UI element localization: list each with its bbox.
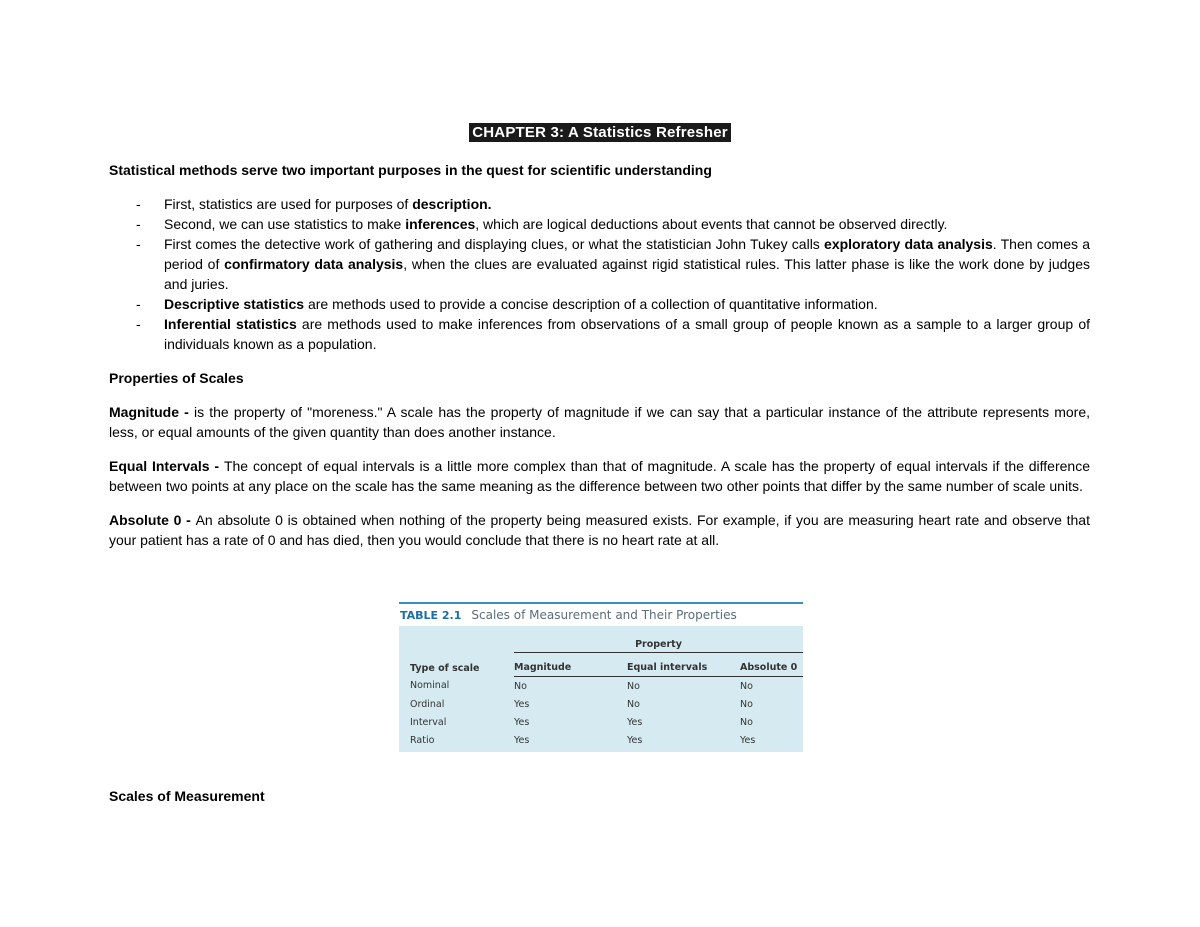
- lead-sentence: Statistical methods serve two important purposes in the quest for scientific understanding: [109, 162, 712, 178]
- property-group-header: Property: [514, 626, 803, 653]
- absolute-zero-paragraph: Absolute 0 - An absolute 0 is obtained when nothing of the property being measured exists. For example, if you are measuring heart rate and observe that your patient has a rate of 0 and has died, then you would conclude that there is no heart rate at all.: [109, 512, 1090, 548]
- column-header: Type of scale: [410, 662, 480, 674]
- table-cell: No: [740, 698, 753, 710]
- purposes-list: [109, 194, 1090, 354]
- table-cell: No: [740, 716, 753, 728]
- table-cell: Yes: [627, 734, 643, 746]
- table-title: Scales of Measurement and Their Properties: [471, 608, 737, 622]
- column-header: Equal intervals: [627, 653, 740, 677]
- table-caption: [399, 604, 803, 626]
- list-item: - Inferential statistics are methods used to make inferences from observations of a small group of people known as a sample to a larger group of individuals known as a population.: [109, 314, 1090, 354]
- table-cell: Yes: [740, 734, 756, 746]
- scales-table: [399, 626, 803, 749]
- table-cell: Yes: [514, 698, 530, 710]
- list-item: - First, statistics are used for purposes of description.: [109, 194, 1090, 214]
- table-number: TABLE 2.1: [400, 609, 462, 622]
- table-cell: Ordinal: [410, 698, 445, 710]
- table-row: [399, 731, 803, 749]
- table-body: [399, 626, 803, 752]
- table-cell: Interval: [410, 716, 447, 728]
- table-cell: Yes: [514, 716, 530, 728]
- list-item: - Descriptive statistics are methods used to provide a concise description of a collection of quantitative information.: [109, 294, 1090, 314]
- properties-heading: Properties of Scales: [109, 370, 244, 386]
- table-row: [399, 677, 803, 696]
- table-cell: Ratio: [410, 734, 435, 746]
- scales-heading: Scales of Measurement: [109, 788, 265, 804]
- list-item: - First comes the detective work of gathering and displaying clues, or what the statistician John Tukey calls exploratory data analysis. Then comes a period of confirmatory data analysis, when the clues are evaluated against rigid statistical rules. This latter phase is like the work done by judges and juries.: [109, 234, 1090, 294]
- chapter-title: [0, 124, 1200, 141]
- table-row: [399, 713, 803, 731]
- list-item: - Second, we can use statistics to make inferences, which are logical deductions about events that cannot be observed directly.: [109, 214, 1090, 234]
- table-cell: No: [740, 680, 753, 692]
- table-cell: Yes: [627, 716, 643, 728]
- table-header-row: [399, 653, 803, 677]
- table-cell: Yes: [514, 734, 530, 746]
- table-cell: No: [627, 698, 640, 710]
- table-cell: No: [627, 680, 640, 692]
- column-header: Absolute 0: [740, 653, 803, 677]
- table-cell: Nominal: [410, 680, 450, 692]
- column-header: Magnitude: [514, 653, 627, 677]
- chapter-title-text: CHAPTER 3: A Statistics Refresher: [469, 123, 731, 142]
- scales-table-figure: [399, 602, 803, 752]
- table-row: [399, 695, 803, 713]
- table-group-header-row: [399, 626, 803, 653]
- table-cell: No: [514, 680, 527, 692]
- equal-intervals-paragraph: Equal Intervals - The concept of equal intervals is a little more complex than that of magnitude. A scale has the property of equal intervals if the difference between two points at any place on the scale has the same meaning as the difference between two other points that differ by the same number of scale units.: [109, 458, 1090, 494]
- document-body: [109, 160, 1090, 564]
- magnitude-paragraph: Magnitude - is the property of "moreness." A scale has the property of magnitude if we can say that a particular instance of the attribute represents more, less, or equal amounts of the given quantity than does another instance.: [109, 404, 1091, 440]
